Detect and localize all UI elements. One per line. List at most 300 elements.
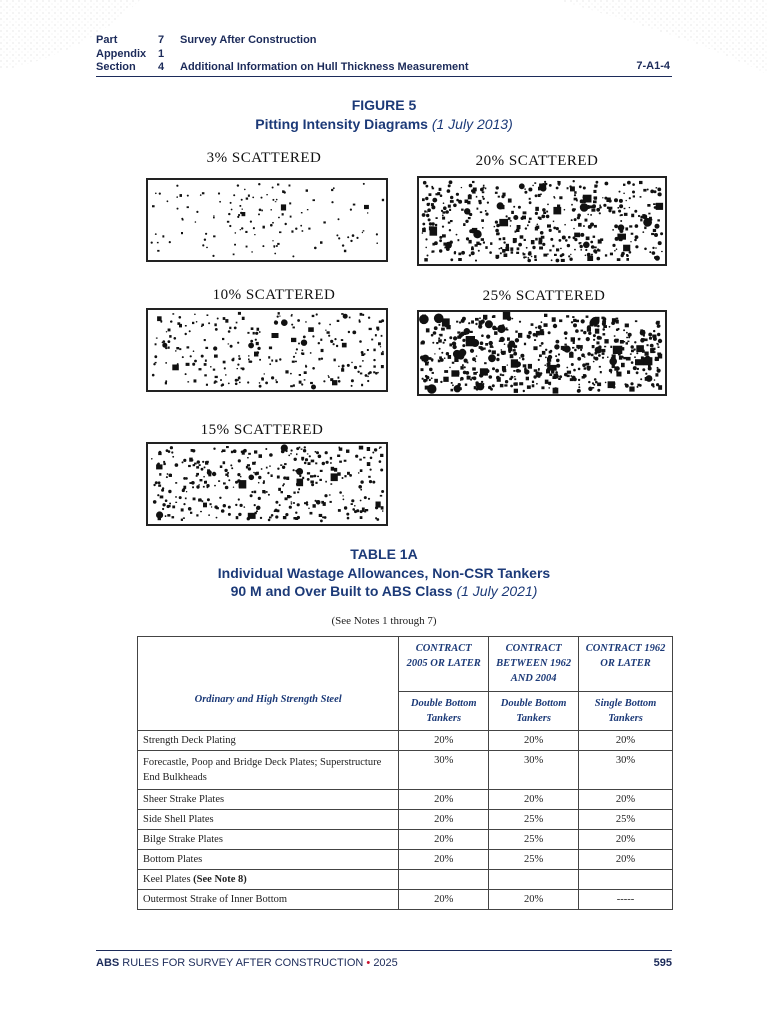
pit-mark [620,220,622,222]
pit-mark [591,354,594,357]
pit-mark [468,322,470,324]
pit-mark [295,352,297,354]
pit-mark [258,482,260,484]
pit-mark [524,343,526,346]
pit-mark [450,200,454,203]
pit-mark [311,483,314,486]
pit-mark [367,349,369,351]
pit-mark [294,458,297,461]
pit-mark [238,498,240,500]
pit-mark [256,506,260,510]
pit-mark [291,324,293,326]
pit-mark [380,495,382,497]
footer-text: RULES FOR SURVEY AFTER CONSTRUCTION [122,957,364,969]
pit-mark [514,389,518,393]
row-value: 20% [399,830,489,850]
row-value: 30% [399,751,489,790]
pit-mark [525,227,527,229]
pit-mark [239,480,247,488]
pit-mark [503,237,506,240]
pit-mark [654,233,658,237]
pit-mark [453,336,457,340]
pit-mark [579,186,580,187]
pit-mark [261,210,263,212]
pit-mark [361,384,363,386]
pit-mark [635,359,644,365]
pit-mark [625,227,628,230]
pit-mark [194,379,197,382]
pit-mark [561,259,565,262]
pit-mark [159,193,161,195]
pit-mark [559,196,562,199]
pit-mark [615,237,619,241]
pit-mark [331,467,334,471]
pit-mark [465,200,469,204]
pit-mark [493,315,496,318]
pit-mark [567,187,569,189]
pit-mark [218,192,220,194]
pit-mark [237,368,239,369]
pit-mark [462,344,465,347]
pit-mark [334,338,336,340]
pit-mark [526,247,528,249]
pit-mark [449,336,452,339]
header-key: Section [96,61,136,73]
pit-mark [508,350,511,353]
pit-mark [422,198,425,201]
pit-mark [513,241,516,243]
pit-mark [432,389,435,391]
pit-mark [291,503,293,505]
pit-mark [254,504,256,506]
pit-mark [644,227,646,230]
pit-mark [615,366,619,370]
pit-mark [269,347,272,350]
pit-mark [165,382,167,384]
pit-mark [304,446,306,448]
pit-mark [468,212,471,215]
pit-mark [547,204,549,206]
pit-mark [223,461,226,464]
pit-mark [226,446,229,448]
pit-mark [277,243,279,245]
pit-mark [168,450,171,453]
pit-mark [305,458,308,461]
pit-mark [660,232,663,235]
pit-mark [318,322,320,324]
pit-mark [506,329,508,331]
pit-mark [434,314,444,324]
pit-mark [504,253,508,257]
pit-mark [182,489,185,492]
pit-mark [351,362,353,364]
pit-mark [654,379,656,381]
pit-mark [186,491,187,492]
pit-mark [283,516,287,519]
pit-mark [485,246,487,249]
pit-mark [439,249,442,252]
pit-mark [612,211,615,214]
pit-mark [419,315,429,325]
pit-mark [196,211,198,213]
pit-mark [337,472,341,476]
pit-mark [657,188,661,192]
pit-mark [167,514,170,517]
pit-mark [322,516,324,518]
header-num: 7 [158,34,165,46]
pit-mark [505,247,509,251]
pit-mark [268,472,270,474]
pit-mark [342,244,344,246]
pit-mark [307,478,310,481]
pit-mark [629,251,632,254]
pit-mark [182,461,184,463]
pit-mark [658,339,662,343]
pit-mark [608,381,615,388]
pit-mark [573,319,576,322]
pit-mark [490,388,493,391]
pit-mark [471,251,475,255]
pit-mark [187,381,189,382]
row-value: 20% [579,850,673,870]
pit-mark [597,389,600,392]
pit-mark [553,227,556,230]
pit-mark [632,191,635,194]
pit-mark [439,348,441,350]
pit-mark [373,359,375,361]
pit-mark [155,233,157,235]
pit-mark [449,229,451,231]
pit-mark [537,375,540,378]
pit-mark [188,465,191,467]
pit-mark [291,449,293,451]
pit-mark [235,379,238,382]
pit-mark [204,339,206,341]
pit-mark [537,224,539,226]
pit-mark [318,358,320,361]
pit-mark [297,516,300,519]
pit-mark [519,183,525,189]
pit-mark [425,379,427,381]
pit-mark [248,343,254,349]
pit-mark [213,217,215,219]
pit-mark [363,457,365,459]
pit-mark [529,198,531,200]
pit-mark [367,380,369,382]
pit-mark [471,377,474,380]
pit-mark [421,368,424,371]
pit-mark [449,367,451,369]
pit-mark [625,247,629,250]
table-row [138,830,673,850]
pit-mark [630,353,632,354]
pit-mark [599,206,602,209]
pit-mark [480,211,482,213]
pit-mark [442,215,444,217]
footer-divider [96,950,672,951]
pit-mark [266,491,268,493]
pit-mark [626,254,629,257]
pit-mark [548,387,550,389]
pit-mark [213,369,215,371]
pit-mark [535,238,538,241]
pit-mark [466,337,470,341]
row-item [138,870,399,890]
row-value: ----- [579,890,673,910]
pit-mark [313,504,316,508]
pit-mark [422,378,424,380]
pit-mark [578,223,582,227]
pit-mark [251,327,254,330]
pit-mark [507,316,512,321]
pit-mark [631,350,634,353]
pit-mark [248,195,250,197]
pit-mark [295,512,297,514]
pit-mark [587,367,591,371]
pit-mark [251,251,252,252]
pit-mark [204,481,207,484]
pit-mark [228,330,231,333]
pit-mark [636,352,638,354]
pit-mark [494,226,496,227]
pit-mark [467,376,471,380]
footer-separator: • [366,957,371,969]
pit-mark [539,345,541,347]
pit-mark [376,327,379,330]
pit-mark [204,239,206,241]
pit-mark [614,335,616,337]
pit-mark [258,183,260,185]
pit-mark [594,198,597,200]
pit-mark [439,356,442,359]
pit-mark [421,340,425,344]
pit-mark [353,204,356,206]
pit-mark [283,476,286,479]
pit-mark [342,365,345,368]
header-key: Part [96,34,118,46]
pit-mark [573,228,575,230]
pit-mark [599,366,601,368]
pit-mark [602,352,605,355]
pit-mark [653,337,657,341]
pit-mark [533,333,537,337]
pit-mark [289,506,292,509]
pit-mark [428,218,431,221]
pit-mark [242,451,245,455]
pit-mark [602,320,606,324]
pit-mark [654,206,657,209]
pit-mark [619,204,623,208]
pit-mark [578,384,580,386]
pit-mark [221,509,225,513]
pit-mark [513,352,517,356]
pit-mark [499,248,501,250]
pit-mark [545,380,549,384]
pit-mark [603,204,606,207]
pit-mark [482,191,485,193]
pit-mark [296,468,303,475]
pit-mark [381,506,384,509]
pit-mark [443,342,445,344]
pit-mark [168,490,171,493]
pit-mark [552,376,556,379]
pit-mark [379,460,382,463]
table-number: TABLE 1A [350,546,418,562]
header-divider [96,76,672,77]
pit-mark [637,386,639,388]
pit-mark [291,230,293,232]
pit-mark [490,345,493,348]
pit-mark [204,374,207,376]
pit-mark [302,353,305,356]
pit-mark [344,250,346,253]
pit-mark [314,475,317,478]
pit-mark [532,381,534,383]
pit-mark [612,366,614,368]
pit-mark [658,241,662,245]
pit-mark [172,365,179,371]
pit-mark [296,348,298,350]
pit-mark [489,375,493,379]
pit-mark [470,331,473,333]
pit-mark [152,205,155,207]
pit-mark [281,319,288,326]
pit-mark [655,224,660,229]
pit-mark [483,185,485,187]
pit-mark [532,384,535,387]
pit-mark [278,488,281,491]
pit-mark [224,367,226,369]
pit-mark [591,255,593,257]
pit-mark [207,487,209,489]
pit-mark [595,352,598,355]
pit-mark [255,339,257,341]
pit-mark [367,462,371,466]
pit-mark [510,385,513,388]
pit-mark [594,378,597,381]
pit-mark [536,372,540,375]
pit-mark [261,378,264,381]
pit-mark [176,185,178,187]
pit-mark [359,446,363,450]
pit-mark [185,477,188,480]
pit-mark [372,452,374,454]
pit-mark [342,495,343,496]
pit-mark [338,218,340,220]
pit-mark [251,491,253,493]
pit-mark [545,183,548,185]
pit-mark [380,346,381,347]
pit-mark [310,352,312,354]
pit-mark [597,336,601,340]
pit-mark [643,335,645,337]
pit-mark [497,354,500,357]
pit-mark [237,216,239,218]
pit-mark [374,448,377,451]
pit-mark [594,247,597,249]
pit-mark [614,224,618,228]
pit-mark [580,249,582,251]
pit-mark [658,385,662,390]
pit-mark [152,374,155,377]
pit-mark [175,350,177,352]
pit-mark [290,453,292,455]
pit-mark [476,242,479,245]
footer-year: 2025 [373,957,398,969]
pit-mark [436,342,438,344]
pit-mark [172,506,175,509]
row-item: Strength Deck Plating [138,731,399,751]
pit-mark [282,466,285,469]
pit-mark [258,497,261,500]
pit-mark [561,346,565,350]
pit-mark [426,214,429,217]
pit-mark [524,239,526,241]
pit-mark [302,230,304,232]
pit-mark [554,254,557,256]
row-value: 20% [399,890,489,910]
pit-mark [231,358,234,361]
pit-mark [201,500,203,502]
pit-mark [248,355,250,357]
pit-mark [458,258,462,261]
pit-mark [513,215,518,220]
pit-mark [425,197,428,200]
pit-mark [234,327,237,330]
pit-mark [657,369,661,373]
pit-mark [369,480,372,483]
pit-mark [496,255,500,258]
pit-mark [458,200,462,204]
pit-mark [581,330,584,332]
pit-mark [324,494,327,497]
pit-mark [546,211,548,213]
pit-mark [482,227,484,229]
pit-mark [380,454,383,457]
pit-mark [347,364,350,367]
pit-mark [573,323,577,327]
pit-mark [304,371,307,374]
pit-mark [653,330,655,332]
pit-mark [488,350,491,353]
pit-mark [200,511,202,512]
pit-mark [471,320,474,323]
pit-mark [545,349,547,351]
pit-mark [643,189,646,192]
pit-mark [607,357,609,358]
pit-mark [219,497,221,499]
pit-mark [635,320,637,322]
pit-mark [339,491,342,494]
pit-mark [320,339,322,341]
pit-mark [202,192,205,194]
pit-mark [549,249,551,251]
pit-mark [363,183,365,185]
pit-mark [500,374,502,376]
pit-mark [425,238,427,240]
row-value: 25% [579,810,673,830]
pit-mark [176,196,178,198]
pit-mark [193,350,195,352]
pit-mark [485,188,487,190]
pit-mark [649,337,652,340]
pit-mark [432,250,435,252]
pit-mark [320,470,323,472]
pit-mark [233,194,235,196]
pit-mark [599,212,601,214]
pit-mark [540,231,544,235]
pit-mark [541,215,545,219]
